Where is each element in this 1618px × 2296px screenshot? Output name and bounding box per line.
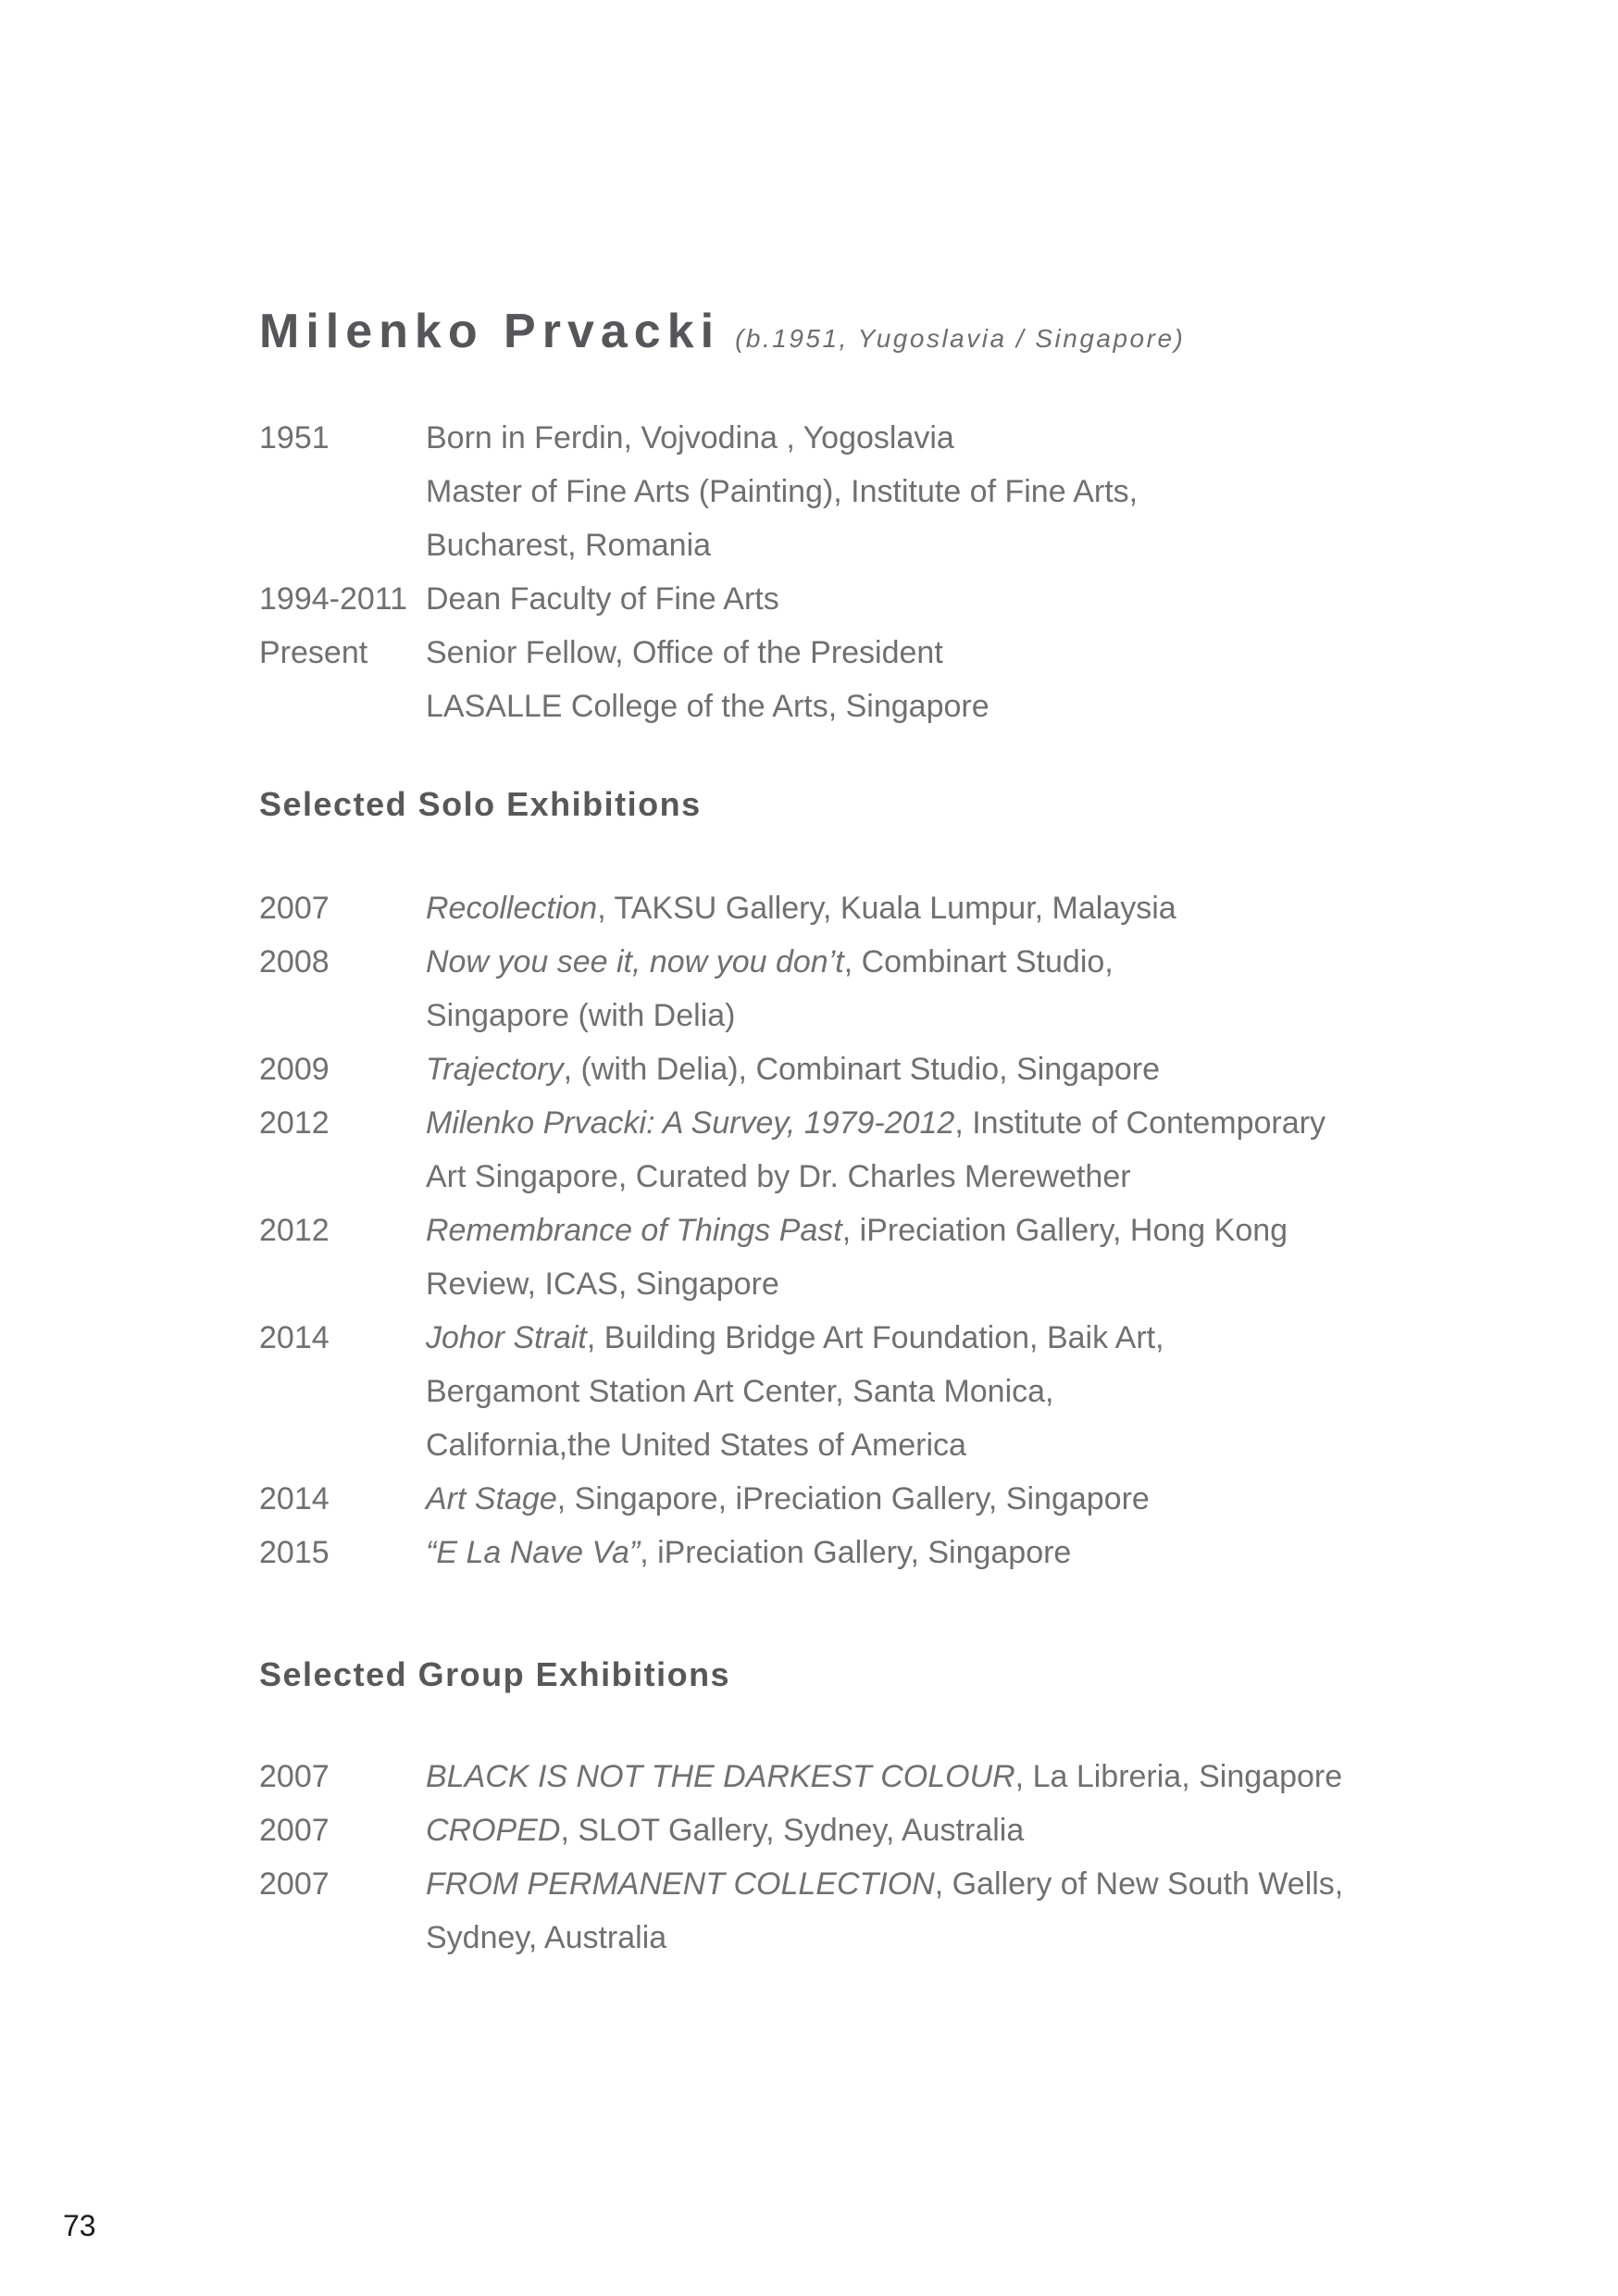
cv-entry-row [259,1911,1544,1965]
cv-entry-row [259,935,1544,989]
entry-date [259,1365,426,1418]
entry-title: Remembrance of Things Past [426,1213,842,1248]
entry-date: 2008 [259,944,330,980]
entry-description [426,465,1544,518]
entry-detail: , Building Bridge Art Foundation, Baik Art, [586,1320,1164,1355]
entry-date: 1994-2011 [259,581,408,617]
entry-title: Milenko Prvacki: A Survey, 1979-2012 [426,1105,955,1141]
entry-title: Art Stage [426,1481,557,1516]
cv-entry-row [259,1750,1544,1803]
entry-detail: , Combinart Studio, [843,944,1114,980]
entry-date: 2015 [259,1535,330,1570]
entry-date [259,465,426,518]
cv-entry-row [259,1311,1544,1365]
entry-date [259,518,426,572]
entry-description [426,1042,1544,1096]
entry-date [259,989,426,1042]
entry-description [426,935,1544,989]
cv-entry-row [259,1418,1544,1472]
entry-title: CROPED [426,1813,561,1848]
cv-entry-row [259,1365,1544,1418]
entry-date: Present [259,635,368,670]
entry-detail: Art Singapore, Curated by Dr. Charles Merewether [426,1159,1131,1194]
entry-detail: , Institute of Contemporary [954,1105,1326,1141]
entry-description [426,1150,1544,1204]
entry-detail: Bergamont Station Art Center, Santa Monica, [426,1374,1054,1409]
cv-entry-row [259,1042,1544,1096]
entry-description [426,1311,1544,1365]
entry-title: Trajectory [426,1052,564,1087]
artist-header [259,304,1185,359]
entry-description [426,989,1544,1042]
entry-title: BLACK IS NOT THE DARKEST COLOUR [426,1759,1015,1794]
entry-description [426,1857,1544,1911]
entry-date: 2012 [259,1213,330,1248]
entry-title: FROM PERMANENT COLLECTION [426,1866,935,1902]
entry-description [426,1365,1544,1418]
group-exhibitions-heading: Selected Group Exhibitions [259,1655,731,1693]
entry-title: Johor Strait [426,1320,587,1355]
artist-subtitle: (b.1951, Yugoslavia / Singapore) [735,324,1186,353]
cv-entry-row [259,1257,1544,1311]
entry-date: 2007 [259,1813,330,1848]
entry-detail: , Gallery of New South Wells, [934,1866,1344,1902]
entry-date: 2009 [259,1052,330,1087]
entry-detail: , iPreciation Gallery, Hong Kong [841,1213,1288,1248]
entry-detail: Master of Fine Arts (Painting), Institute of Fine Arts, [426,474,1139,509]
cv-entry-row [259,518,1544,572]
entry-description [426,1204,1544,1257]
entry-description [426,626,1544,680]
entry-description [426,1096,1544,1150]
group-exhibitions-list [259,1750,1544,1965]
cv-entry-row [259,626,1544,680]
entry-description [426,1526,1544,1579]
entry-description [426,1803,1544,1857]
cv-entry-row [259,1526,1544,1579]
entry-title: Recollection [426,891,598,926]
entry-detail: Dean Faculty of Fine Arts [426,581,779,617]
entry-detail: , (with Delia), Combinart Studio, Singapore [563,1052,1161,1087]
cv-entry-row [259,1803,1544,1857]
page-number: 73 [63,2209,96,2242]
entry-date: 2007 [259,1866,330,1902]
entry-description [426,1472,1544,1526]
cv-entry-row [259,411,1544,465]
cv-entry-row [259,989,1544,1042]
solo-exhibitions-list [259,881,1544,1579]
entry-detail: , SLOT Gallery, Sydney, Australia [560,1813,1025,1848]
entry-detail: Singapore (with Delia) [426,998,736,1033]
entry-detail: , Singapore, iPreciation Gallery, Singapore [556,1481,1150,1516]
entry-description [426,572,1544,626]
entry-date: 2007 [259,1759,330,1794]
entry-description [426,1750,1544,1803]
entry-description [426,881,1544,935]
entry-date: 2012 [259,1105,330,1141]
entry-detail: Bucharest, Romania [426,528,712,563]
cv-entry-row [259,881,1544,935]
entry-date [259,680,426,733]
entry-description [426,518,1544,572]
entry-detail: Sydney, Australia [426,1920,667,1955]
cv-entry-row [259,680,1544,733]
solo-exhibitions-heading: Selected Solo Exhibitions [259,785,702,823]
entry-title: Now you see it, now you don’t [426,944,844,980]
cv-entry-row [259,1096,1544,1150]
cv-entry-row [259,1204,1544,1257]
entry-detail: LASALLE College of the Arts, Singapore [426,689,989,724]
entry-date: 2014 [259,1320,330,1355]
entry-date [259,1150,426,1204]
entry-date [259,1257,426,1311]
entry-detail: Born in Ferdin, Vojvodina , Yogoslavia [426,420,954,455]
cv-entry-row [259,1150,1544,1204]
entry-detail: , iPreciation Gallery, Singapore [640,1535,1072,1570]
cv-entry-row [259,1472,1544,1526]
entry-description [426,680,1544,733]
entry-title: “E La Nave Va” [426,1535,641,1570]
entry-date [259,1418,426,1472]
entry-detail: , TAKSU Gallery, Kuala Lumpur, Malaysia [597,891,1176,926]
entry-date: 2007 [259,891,330,926]
entry-detail: Review, ICAS, Singapore [426,1267,779,1302]
entry-detail: California,the United States of America [426,1428,966,1463]
biography-list [259,411,1544,733]
cv-entry-row [259,465,1544,518]
cv-entry-row [259,572,1544,626]
entry-description [426,1418,1544,1472]
entry-detail: , La Libreria, Singapore [1014,1759,1343,1794]
entry-description [426,411,1544,465]
entry-date: 2014 [259,1481,330,1516]
entry-description [426,1911,1544,1965]
entry-description [426,1257,1544,1311]
entry-date: 1951 [259,420,330,455]
entry-date [259,1911,426,1965]
entry-detail: Senior Fellow, Office of the President [426,635,943,670]
artist-name: Milenko Prvacki [259,305,721,358]
cv-entry-row [259,1857,1544,1911]
